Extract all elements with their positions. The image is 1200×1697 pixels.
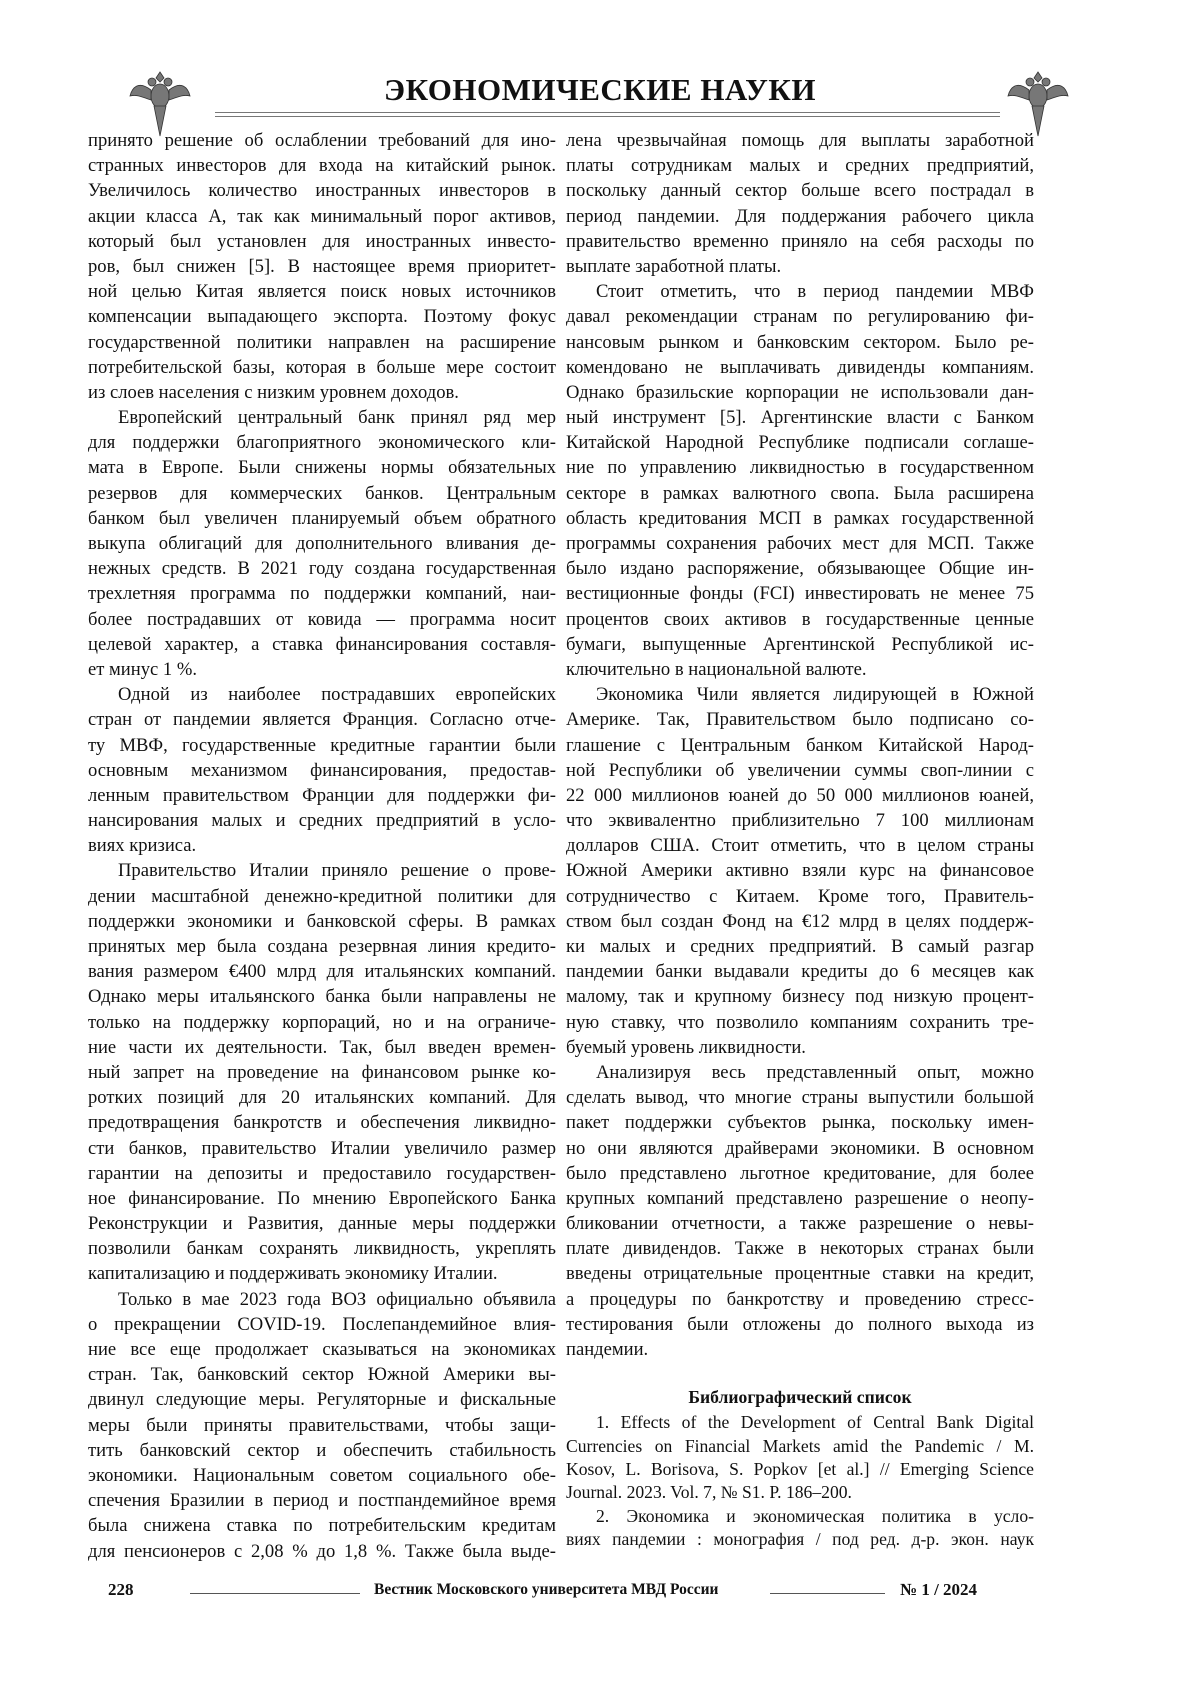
text-line: принято решение об ослаблении требований для ино- bbox=[88, 128, 556, 153]
paragraph bbox=[566, 682, 1034, 1060]
text-line: крупных компаний представлено разрешение о неопу- bbox=[566, 1186, 1034, 1211]
text-line: сотрудничество с Китаем. Кроме того, Правитель- bbox=[566, 884, 1034, 909]
footer-rule bbox=[770, 1593, 885, 1594]
text-line: меры были приняты правительствами, чтобы защи- bbox=[88, 1413, 556, 1438]
text-line: ной целью Китая является поиск новых источников bbox=[88, 279, 556, 304]
text-line: лена чрезвычайная помощь для выплаты заработной bbox=[566, 128, 1034, 153]
text-line: правительство временно приняло на себя расходы по bbox=[566, 229, 1034, 254]
text-line: введены отрицательные процентные ставки на кредит, bbox=[566, 1261, 1034, 1286]
text-line: резервов для коммерческих банков. Центральным bbox=[88, 481, 556, 506]
reference-entry bbox=[566, 1411, 1034, 1505]
text-line: который был установлен для иностранных инвесто- bbox=[88, 229, 556, 254]
page-number: 228 bbox=[108, 1580, 134, 1600]
text-line: трехлетняя программа по поддержки компаний, наи- bbox=[88, 581, 556, 606]
text-line: было представлено льготное кредитование, для более bbox=[566, 1161, 1034, 1186]
text-line: бумаги, выпущенные Аргентинской Республикой ис- bbox=[566, 632, 1034, 657]
text-line: ров, был снижен [5]. В настоящее время приоритет- bbox=[88, 254, 556, 279]
text-line: принятых мер была создана резервная линия кредито- bbox=[88, 934, 556, 959]
paragraph bbox=[88, 1287, 556, 1564]
text-line: сделать вывод, что многие страны выпустили большой bbox=[566, 1085, 1034, 1110]
header-rule bbox=[215, 116, 1000, 117]
text-line: акции класса А, так как минимальный порог активов, bbox=[88, 204, 556, 229]
text-line: пандемии. bbox=[566, 1337, 1034, 1362]
text-line: плате дивидендов. Также в некоторых странах были bbox=[566, 1236, 1034, 1261]
paragraph bbox=[566, 1060, 1034, 1362]
bibliography-list bbox=[566, 1411, 1034, 1551]
text-line: бликовании отчетности, а также разрешение о невы- bbox=[566, 1211, 1034, 1236]
text-line: тить банковский сектор и обеспечить стабильность bbox=[88, 1438, 556, 1463]
text-line: целевой характер, а ставка финансирования составля- bbox=[88, 632, 556, 657]
text-line: вестиционные фонды (FCI) инвестировать не менее 75 bbox=[566, 581, 1034, 606]
left-column bbox=[88, 128, 556, 1564]
text-line: ротких позиций для 20 итальянских компаний. Для bbox=[88, 1085, 556, 1110]
text-line: странных инвесторов для входа на китайский рынок. bbox=[88, 153, 556, 178]
text-line: потребительской базы, которая в больше мере состоит bbox=[88, 355, 556, 380]
text-line: глашение с Центральным банком Китайской Народ- bbox=[566, 733, 1034, 758]
text-line: компенсации выпадающего экспорта. Поэтому фокус bbox=[88, 304, 556, 329]
text-line: а процедуры по банкротству и проведению стресс- bbox=[566, 1287, 1034, 1312]
text-line: Только в мае 2023 года ВОЗ официально объявила bbox=[88, 1287, 556, 1312]
text-line: программы сохранения рабочих мест для МСП. Также bbox=[566, 531, 1034, 556]
right-column bbox=[566, 128, 1034, 1552]
text-line: Currencies on Financial Markets amid the Pandemic / M. bbox=[566, 1435, 1034, 1458]
text-line: область кредитования МСП в рамках государственной bbox=[566, 506, 1034, 531]
text-line: процентов своих активов в государственные ценные bbox=[566, 607, 1034, 632]
text-line: Одной из наиболее пострадавших европейских bbox=[88, 682, 556, 707]
text-line: виях кризиса. bbox=[88, 833, 556, 858]
text-line: только на поддержку корпораций, но и на ограниче- bbox=[88, 1010, 556, 1035]
paragraph bbox=[566, 279, 1034, 682]
text-line: стран. Так, банковский сектор Южной Америки вы- bbox=[88, 1362, 556, 1387]
text-line: поддержки экономики и банковской сферы. В рамках bbox=[88, 909, 556, 934]
text-line: гарантии на депозиты и предоставило государствен- bbox=[88, 1161, 556, 1186]
text-line: Увеличилось количество иностранных инвесторов в bbox=[88, 178, 556, 203]
text-line: стран от пандемии является Франция. Согласно отче- bbox=[88, 707, 556, 732]
text-line: секторе в рамках валютного свопа. Была расширена bbox=[566, 481, 1034, 506]
text-line: Европейский центральный банк принял ряд мер bbox=[88, 405, 556, 430]
text-line: двинул следующие меры. Регуляторные и фискальные bbox=[88, 1387, 556, 1412]
text-line: пандемии банки выдавали кредиты до 6 месяцев как bbox=[566, 959, 1034, 984]
bibliography-heading: Библиографический список bbox=[566, 1384, 1034, 1411]
text-line: капитализацию и поддерживать экономику Италии. bbox=[88, 1261, 556, 1286]
text-line: ный запрет на проведение на финансовом рынке ко- bbox=[88, 1060, 556, 1085]
text-line: Стоит отметить, что в период пандемии МВФ bbox=[566, 279, 1034, 304]
text-line: нежных средств. В 2021 году создана государственная bbox=[88, 556, 556, 581]
text-line: ту МВФ, государственные кредитные гарантии были bbox=[88, 733, 556, 758]
text-line: мата в Европе. Были снижены нормы обязательных bbox=[88, 455, 556, 480]
text-line: для поддержки благоприятного экономического кли- bbox=[88, 430, 556, 455]
text-line: Китайской Народной Республике подписали соглаше- bbox=[566, 430, 1034, 455]
text-line: была снижена ставка по потребительским кредитам bbox=[88, 1513, 556, 1538]
header-rule bbox=[215, 112, 1000, 113]
text-line: предотвращения банкротств и обеспечения ликвидно- bbox=[88, 1110, 556, 1135]
text-line: выкупа облигаций для дополнительного вливания де- bbox=[88, 531, 556, 556]
text-line: Экономика Чили является лидирующей в Южной bbox=[566, 682, 1034, 707]
text-line: для пенсионеров с 2,08 % до 1,8 %. Также была выде- bbox=[88, 1539, 556, 1564]
text-line: период пандемии. Для поддержания рабочего цикла bbox=[566, 204, 1034, 229]
text-line: платы сотрудникам малых и средних предприятий, bbox=[566, 153, 1034, 178]
text-line: Анализируя весь представленный опыт, можно bbox=[566, 1060, 1034, 1085]
text-line: сти банков, правительство Италии увеличило размер bbox=[88, 1136, 556, 1161]
text-line: долларов США. Стоит отметить, что в целом страны bbox=[566, 833, 1034, 858]
text-line: но они являются драйверами экономики. В основном bbox=[566, 1136, 1034, 1161]
text-line: ние по управлению ликвидностью в государственном bbox=[566, 455, 1034, 480]
text-line: давал рекомендации странам по регулированию фи- bbox=[566, 304, 1034, 329]
right-column-body bbox=[566, 128, 1034, 1362]
footer-rule bbox=[190, 1593, 360, 1594]
text-line: Южной Америки активно взяли курс на финансовое bbox=[566, 858, 1034, 883]
text-line: экономики. Национальным советом социального обе- bbox=[88, 1463, 556, 1488]
text-line: спечения Бразилии в период и постпандемийное время bbox=[88, 1488, 556, 1513]
text-line: Journal. 2023. Vol. 7, № S1. P. 186–200. bbox=[566, 1481, 1034, 1504]
text-line: Америке. Так, Правительством было подписано со- bbox=[566, 707, 1034, 732]
text-line: Kosov, L. Borisova, S. Popkov [et al.] // Emerging Science bbox=[566, 1458, 1034, 1481]
text-line: нансовым рынком и банковским сектором. Было ре- bbox=[566, 330, 1034, 355]
text-line: позволили банкам сохранять ликвидность, укреплять bbox=[88, 1236, 556, 1261]
text-line: ный инструмент [5]. Аргентинские власти с Банком bbox=[566, 405, 1034, 430]
reference-entry bbox=[566, 1505, 1034, 1552]
text-line: поскольку данный сектор больше всего пострадал в bbox=[566, 178, 1034, 203]
text-line: более пострадавших от ковида — программа носит bbox=[88, 607, 556, 632]
text-line: малому, так и крупному бизнесу под низкую процент- bbox=[566, 984, 1034, 1009]
text-line: 22 000 миллионов юаней до 50 000 миллионов юаней, bbox=[566, 783, 1034, 808]
paragraph bbox=[88, 128, 556, 405]
text-line: ки малых и средних предприятий. В самый разгар bbox=[566, 934, 1034, 959]
paragraph bbox=[566, 128, 1034, 279]
text-line: ключительно в национальной валюте. bbox=[566, 657, 1034, 682]
paragraph bbox=[88, 682, 556, 858]
journal-name: Вестник Московского университета МВД России bbox=[374, 1581, 719, 1599]
text-line: нансирования малых и средних предприятий в усло- bbox=[88, 808, 556, 833]
text-line: 1. Effects of the Development of Central Bank Digital bbox=[566, 1411, 1034, 1434]
text-line: Однако бразильские корпорации не использовали дан- bbox=[566, 380, 1034, 405]
text-line: ное финансирование. По мнению Европейского Банка bbox=[88, 1186, 556, 1211]
text-line: государственной политики направлен на расширение bbox=[88, 330, 556, 355]
text-line: тестирования были отложены до полного выхода из bbox=[566, 1312, 1034, 1337]
text-line: вания размером €400 млрд для итальянских компаний. bbox=[88, 959, 556, 984]
text-line: буемый уровень ликвидности. bbox=[566, 1035, 1034, 1060]
text-line: ленным правительством Франции для поддержки фи- bbox=[88, 783, 556, 808]
text-line: пакет поддержки субъектов рынка, поскольку имен- bbox=[566, 1110, 1034, 1135]
section-title: ЭКОНОМИЧЕСКИЕ НАУКИ bbox=[0, 72, 1200, 108]
text-line: комендовано не выплачивать дивиденды компаниям. bbox=[566, 355, 1034, 380]
text-line: ством был создан Фонд на €12 млрд в целях поддерж- bbox=[566, 909, 1034, 934]
issue-number: № 1 / 2024 bbox=[900, 1580, 977, 1600]
text-line: ную ставку, что позволило компаниям сохранить тре- bbox=[566, 1010, 1034, 1035]
page-footer bbox=[0, 1580, 1200, 1606]
text-line: что эквивалентно приблизительно 7 100 миллионам bbox=[566, 808, 1034, 833]
text-line: 2. Экономика и экономическая политика в усло- bbox=[566, 1505, 1034, 1528]
text-line: из слоев населения с низким уровнем доходов. bbox=[88, 380, 556, 405]
text-line: Однако меры итальянского банка были направлены не bbox=[88, 984, 556, 1009]
text-line: виях пандемии : монография / под ред. д-р. экон. наук bbox=[566, 1528, 1034, 1551]
text-line: ние части их деятельности. Так, был введен времен- bbox=[88, 1035, 556, 1060]
text-line: банком был увеличен планируемый объем обратного bbox=[88, 506, 556, 531]
paragraph bbox=[88, 858, 556, 1286]
text-line: выплате заработной платы. bbox=[566, 254, 1034, 279]
text-line: основным механизмом финансирования, предостав- bbox=[88, 758, 556, 783]
text-line: Реконструкции и Развития, данные меры поддержки bbox=[88, 1211, 556, 1236]
text-line: Правительство Италии приняло решение о прове- bbox=[88, 858, 556, 883]
text-line: ние все еще продолжает сказываться на экономиках bbox=[88, 1337, 556, 1362]
text-line: было издано распоряжение, обязывающее Общие ин- bbox=[566, 556, 1034, 581]
text-line: ет минус 1 %. bbox=[88, 657, 556, 682]
paragraph bbox=[88, 405, 556, 682]
text-line: дении масштабной денежно-кредитной политики для bbox=[88, 884, 556, 909]
text-line: о прекращении COVID-19. Послепандемийное влия- bbox=[88, 1312, 556, 1337]
text-line: ной Республики об увеличении суммы своп-линии с bbox=[566, 758, 1034, 783]
